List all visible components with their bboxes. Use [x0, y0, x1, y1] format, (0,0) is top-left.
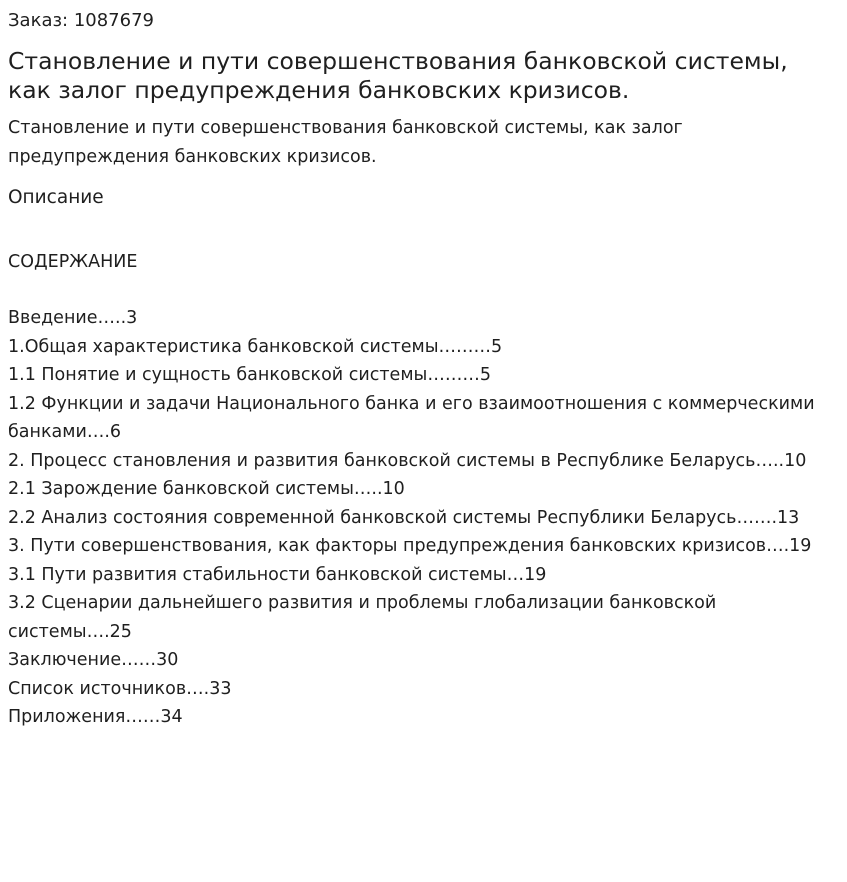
toc-item: 2. Процесс становления и развития банковской системы в Республике Беларусь…..10	[8, 450, 807, 471]
toc-item: Список источников….33	[8, 678, 232, 699]
toc-item: Заключение……30	[8, 650, 179, 670]
description-heading: Описание	[8, 187, 104, 208]
toc-item: 1.2 Функции и задачи Национального банка и его взаимоотношения с коммерческими банками….6	[8, 393, 815, 442]
toc-item: 3.2 Сценарии дальнейшего развития и проблемы глобализации банковской системы….25	[8, 593, 717, 642]
contents-heading: СОДЕРЖАНИЕ	[8, 252, 138, 272]
table-of-contents	[8, 304, 828, 732]
page-subtitle: Становление и пути совершенствования банковской системы, как залог предупреждения банковских кризисов.	[8, 118, 683, 167]
toc-item: 1.1 Понятие и сущность банковской системы………5	[8, 365, 491, 385]
order-number: Заказ: 1087679	[8, 10, 154, 31]
toc-item: 1.Общая характеристика банковской системы………5	[8, 336, 503, 357]
toc-item: Приложения……34	[8, 707, 183, 727]
page-title: Становление и пути совершенствования банковской системы, как залог предупреждения банковских кризисов.	[8, 47, 788, 104]
toc-item: 2.1 Зарождение банковской системы…..10	[8, 479, 405, 499]
toc-item: Введение…..3	[8, 308, 138, 328]
toc-item: 3.1 Пути развития стабильности банковской системы…19	[8, 564, 547, 585]
toc-item: 2.2 Анализ состояния современной банковской системы Республики Беларусь…….13	[8, 507, 800, 528]
toc-item: 3. Пути совершенствования, как факторы предупреждения банковских кризисов….19	[8, 536, 812, 556]
